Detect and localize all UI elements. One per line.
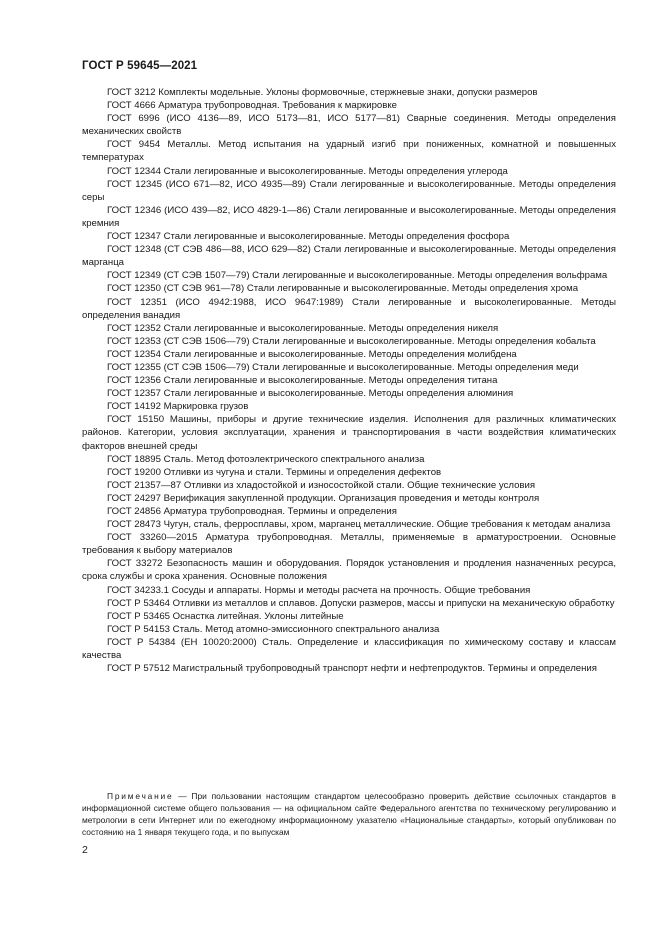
reference-item: ГОСТ Р 53464 Отливки из металлов и сплавов. Допуски размеров, массы и припуски на механическую обработку: [107, 597, 615, 609]
reference-item: ГОСТ Р 57512 Магистральный трубопроводный транспорт нефти и нефтепродуктов. Термины и определения: [107, 663, 597, 675]
reference-item: ГОСТ 12344 Стали легированные и высоколегированные. Методы определения углерода: [107, 165, 508, 177]
reference-item: ГОСТ 12352 Стали легированные и высоколегированные. Методы определения никеля: [107, 322, 499, 334]
reference-item: ГОСТ 33260—2015 Арматура трубопроводная. Металлы, применяемые в арматуростроении. Основные требования к выбору материалов: [82, 532, 616, 557]
note-paragraph: [82, 790, 616, 838]
reference-item: ГОСТ 24856 Арматура трубопроводная. Термины и определения: [107, 506, 397, 517]
reference-item: ГОСТ 34233.1 Сосуды и аппараты. Нормы и методы расчета на прочность. Общие требования: [107, 584, 531, 596]
reference-item: ГОСТ 33272 Безопасность машин и оборудования. Порядок установления и продления назначенных ресурса, срока службы и срока хранения. Основные положения: [82, 558, 616, 583]
normative-references-list: [82, 86, 616, 675]
reference-item: ГОСТ 12356 Стали легированные и высоколегированные. Методы определения титана: [107, 375, 498, 387]
reference-item: ГОСТ Р 53465 Оснастка литейная. Уклоны литейные: [107, 610, 344, 622]
reference-item: ГОСТ 18895 Сталь. Метод фотоэлектрического спектрального анализа: [107, 453, 425, 465]
reference-item: ГОСТ 12347 Стали легированные и высоколегированные. Методы определения фосфора: [107, 231, 510, 243]
reference-item: ГОСТ 12355 (СТ СЭВ 1506—79) Стали легированные и высоколегированные. Методы определения меди: [107, 361, 579, 373]
reference-item: ГОСТ 19200 Отливки из чугуна и стали. Термины и определения дефектов: [107, 466, 442, 478]
reference-item: ГОСТ 9454 Металлы. Метод испытания на ударный изгиб при пониженных, комнатной и повышенных температурах: [82, 139, 616, 164]
reference-item: ГОСТ 3212 Комплекты модельные. Уклоны формовочные, стержневые знаки, допуски размеров: [107, 87, 538, 98]
reference-item: ГОСТ 12350 (СТ СЭВ 961—78) Стали легированные и высоколегированные. Методы определения хрома: [107, 283, 579, 295]
reference-item: ГОСТ 12349 (СТ СЭВ 1507—79) Стали легированные и высоколегированные. Методы определения вольфрама: [107, 270, 608, 282]
reference-item: ГОСТ 14192 Маркировка грузов: [107, 401, 249, 413]
reference-item: ГОСТ Р 54384 (ЕН 10020:2000) Сталь. Определение и классификация по химическому составу и классам качества: [82, 636, 616, 662]
reference-item: ГОСТ 12346 (ИСО 439—82, ИСО 4829-1—86) Стали легированные и высоколегированные. Методы определения кремния: [82, 204, 616, 229]
reference-item: ГОСТ 12357 Стали легированные и высоколегированные. Методы определения алюминия: [107, 388, 514, 400]
document-header: ГОСТ Р 59645—2021: [82, 60, 198, 72]
reference-item: ГОСТ 12351 (ИСО 4942:1988, ИСО 9647:1989) Стали легированные и высоколегированные. Методы определения ванадия: [82, 296, 616, 321]
reference-item: ГОСТ 12353 (СТ СЭВ 1506—79) Стали легированные и высоколегированные. Методы определения кобальта: [107, 335, 596, 347]
reference-item: ГОСТ 6996 (ИСО 4136—89, ИСО 5173—81, ИСО 5177—81) Сварные соединения. Методы определения механических свойств: [82, 113, 616, 138]
note-text: — При пользовании настоящим стандартом целесообразно проверить действие ссылочных стандартов в информационной системе общего пользования — на официальном сайте Федерального агентства по техническому регулированию и метрологии в сети Интернет или по ежегодному информационному указателю «Национальные стандарты», который опубликован по состоянию на 1 января текущего года, и по выпускам: [82, 791, 616, 837]
reference-item: ГОСТ 21357—87 Отливки из хладостойкой и износостойкой стали. Общие технические условия: [107, 479, 536, 491]
reference-item: ГОСТ 15150 Машины, приборы и другие технические изделия. Исполнения для различных климатических районов. Категории, условия эксплуатации, хранения и транспортирования в части воздействия климатических факторов внешней среды: [82, 414, 616, 452]
reference-item: ГОСТ 12354 Стали легированные и высоколегированные. Методы определения молибдена: [107, 348, 517, 360]
reference-item: ГОСТ 12348 (СТ СЭВ 486—88, ИСО 629—82) Стали легированные и высоколегированные. Методы определения марганца: [82, 244, 616, 269]
note-label: Примечание: [107, 791, 174, 801]
page-number: 2: [82, 844, 88, 856]
reference-item: ГОСТ 24297 Верификация закупленной продукции. Организация проведения и методы контроля: [107, 492, 540, 504]
reference-item: ГОСТ 4666 Арматура трубопроводная. Требования к маркировке: [107, 100, 397, 112]
reference-item: ГОСТ 28473 Чугун, сталь, ферросплавы, хром, марганец металлические. Общие требования к методам анализа: [107, 519, 611, 531]
reference-item: ГОСТ Р 54153 Сталь. Метод атомно-эмиссионного спектрального анализа: [107, 623, 440, 635]
reference-item: ГОСТ 12345 (ИСО 671—82, ИСО 4935—89) Стали легированные и высоколегированные. Методы определения серы: [82, 178, 616, 203]
note-block: [82, 790, 616, 838]
